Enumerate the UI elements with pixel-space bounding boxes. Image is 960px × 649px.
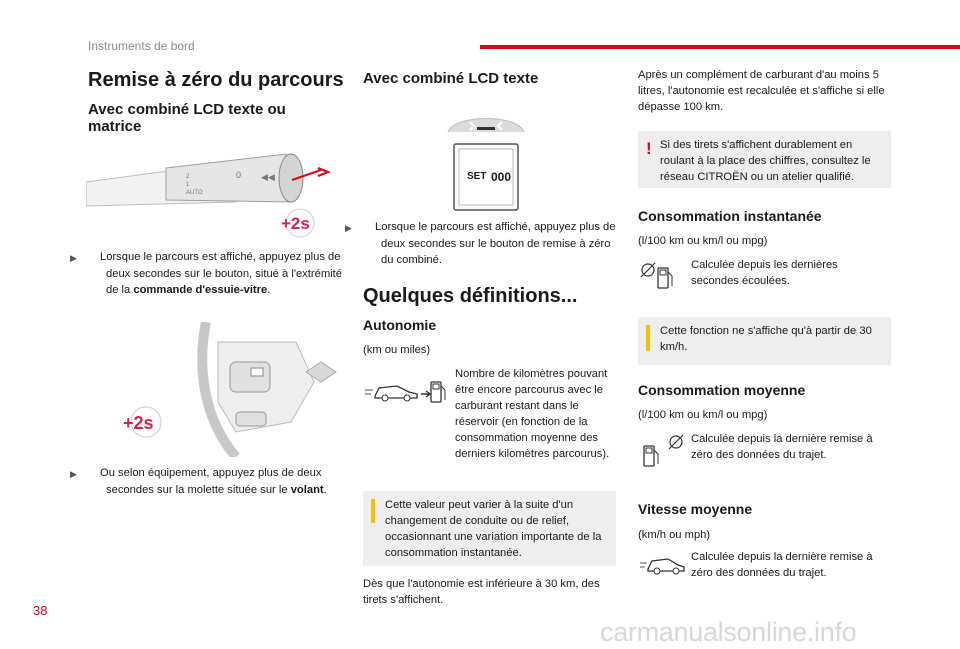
section-title-lcd-matrix: Avec combiné LCD texte ou matrice xyxy=(88,101,286,135)
page-title: Remise à zéro du parcours xyxy=(88,69,344,91)
section-title-lcd-text: Avec combiné LCD texte xyxy=(363,70,539,87)
section-header: Instruments de bord xyxy=(88,39,195,53)
instant-consumption-icon xyxy=(638,258,684,297)
instruction-cluster-button: ▶ Lorsque le parcours est affiché, appuyez plus de deux secondes sur le bouton de remise à zéro du combiné. xyxy=(345,221,616,266)
vitesse-moyenne-description: Calculée depuis la dernière remise à zéro des données du trajet. xyxy=(691,551,873,579)
autonomie-units: (km ou miles) xyxy=(363,344,431,356)
autonomie-title: Autonomie xyxy=(363,317,437,333)
definitions-title: Quelques définitions... xyxy=(363,285,578,307)
lcd-set-label: SET xyxy=(467,171,487,182)
watermark: carmanualsonline.info xyxy=(600,617,857,647)
consommation-moyenne-units: (l/100 km ou km/l ou mpg) xyxy=(638,409,768,421)
header-accent-bar xyxy=(480,45,960,49)
average-consumption-icon xyxy=(638,432,688,475)
consommation-moyenne-title: Consommation moyenne xyxy=(638,382,806,398)
bullet-arrow-icon: ▶ xyxy=(345,223,352,233)
hold-two-seconds-icon xyxy=(120,405,168,444)
svg-text:1: 1 xyxy=(186,182,190,188)
lcd-value: 000 xyxy=(491,170,512,184)
consommation-instantanee-units: (l/100 km ou km/l ou mpg) xyxy=(638,235,768,247)
hold-two-seconds-icon xyxy=(278,208,322,243)
svg-text:◀◀: ◀◀ xyxy=(261,172,275,182)
svg-text:2: 2 xyxy=(186,174,190,180)
info-indicator-icon xyxy=(646,325,650,351)
svg-text:+2s: +2s xyxy=(123,413,154,433)
info-note-autonomie: Cette valeur peut varier à la suite d'un changement de conduite ou de relief, occasionnant une variation importante de la consommation instantanée. xyxy=(363,491,616,566)
warning-exclamation-icon: ! xyxy=(646,139,652,158)
warning-note: ! Si des tirets s'affichent durablement en roulant à la place des chiffres, consultez le réseau CITROËN ou un atelier qualifié. xyxy=(638,131,891,188)
vitesse-moyenne-units: (km/h ou mph) xyxy=(638,529,711,541)
info-indicator-icon xyxy=(371,499,375,523)
consommation-moyenne-description: Calculée depuis la dernière remise à zéro des données du trajet. xyxy=(691,433,873,461)
average-speed-car-icon xyxy=(638,553,688,582)
autonomie-description: Nombre de kilomètres pouvant être encore parcourus avec le carburant restant dans le réservoir (en fonction de la consommation moyenne des derniers kilomètres parcourus). xyxy=(455,368,610,460)
svg-text:0: 0 xyxy=(236,170,242,180)
consommation-instantanee-title: Consommation instantanée xyxy=(638,208,822,224)
instruction-steering-wheel: ▶ Ou selon équipement, appuyez plus de deux secondes sur la molette située sur le volant. xyxy=(70,467,327,496)
page-number: 38 xyxy=(33,603,48,618)
instruction-stalk-button: ▶ Lorsque le parcours est affiché, appuyez plus de deux secondes sur le bouton, situé à l'extrémité de la commande d'essuie-vitre. xyxy=(70,251,342,296)
instrument-cluster-illustration xyxy=(444,112,528,217)
refuel-recalc-text: Après un complément de carburant d'au moins 5 litres, l'autonomie est recalculée et s'affiche si elle dépasse 100 km. xyxy=(638,69,885,113)
autonomie-dashes-note: Dès que l'autonomie est inférieure à 30 km, des tirets s'affichent. xyxy=(363,578,600,606)
steering-wheel-illustration xyxy=(196,322,340,457)
bullet-arrow-icon: ▶ xyxy=(70,253,77,263)
vitesse-moyenne-title: Vitesse moyenne xyxy=(638,501,753,517)
range-car-fuel-icon xyxy=(363,376,449,415)
svg-text:AUTO: AUTO xyxy=(186,190,203,196)
info-note-instantanee: Cette fonction ne s'affiche qu'à partir de 30 km/h. xyxy=(638,317,891,365)
bullet-arrow-icon: ▶ xyxy=(70,469,77,479)
svg-text:+2s: +2s xyxy=(281,214,310,233)
consommation-instantanee-description: Calculée depuis les dernières secondes écoulées. xyxy=(691,259,838,287)
